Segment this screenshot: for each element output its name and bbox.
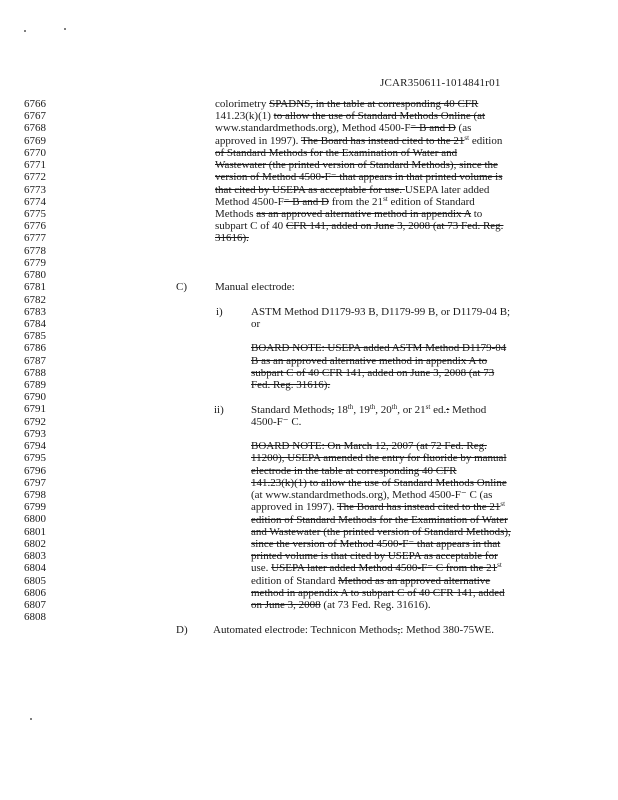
text-line: approved in 1997). The Board has instead cited to the 21st edition	[215, 133, 503, 147]
board-note-line: 11200), USEPA amended the entry for fluoride by manual	[251, 452, 507, 465]
line-number: 6802	[24, 537, 46, 550]
text-line: Wastewater (the printed version of Standard Methods), since the	[215, 159, 498, 172]
line-number: 6805	[24, 574, 46, 587]
board-note-line: on June 3, 2008 (at 73 Fed. Reg. 31616).	[251, 599, 431, 612]
board-note-line: electrode in the table at corresponding 40 CFR	[251, 464, 457, 477]
line-number: 6783	[24, 305, 46, 318]
line-number: 6793	[24, 427, 46, 440]
line-number: 6772	[24, 171, 46, 184]
scan-speck	[64, 28, 66, 30]
line-number: 6795	[24, 452, 46, 465]
line-number: 6799	[24, 501, 46, 514]
line-number: 6780	[24, 269, 46, 282]
board-note-line: use. USEPA later added Method 4500-F⁻ C from the 21st	[251, 561, 502, 575]
text-line: colorimetry SPADNS, in the table at corresponding 40 CFR	[215, 98, 479, 110]
text-line: Methods as an approved alternative method in appendix A to	[215, 208, 483, 220]
line-number: 6790	[24, 391, 46, 404]
line-number: 6804	[24, 562, 46, 575]
line-number: 6778	[24, 244, 46, 257]
text-line: of Standard Methods for the Examination of Water and	[215, 146, 458, 159]
line-number: 6787	[24, 354, 46, 367]
item-label-ii: ii)	[214, 403, 224, 416]
board-note-line: method in appendix A to subpart C of 40 CFR 141, added	[251, 586, 505, 599]
board-note-line: 141.23(k)(1) to allow the use of Standard Methods Online	[251, 476, 507, 489]
document-id: JCAR350611-1014841r01	[380, 77, 501, 89]
board-note-line: BOARD NOTE: On March 12, 2007 (at 72 Fed. Reg.	[251, 440, 487, 453]
board-note-line: edition of Standard Methods for the Examination of Water	[251, 513, 508, 526]
board-note-line: edition of Standard Method as an approved alternative	[251, 574, 491, 587]
section-title: Automated electrode: Technicon Methods,: Method 380-75WE.	[213, 623, 494, 636]
board-note-line: printed volume is that cited by USEPA as acceptable for	[251, 550, 498, 563]
line-number: 6769	[24, 134, 46, 147]
line-number: 6774	[24, 195, 46, 208]
section-label-d: D)	[176, 623, 188, 636]
line-number: 6796	[24, 464, 46, 477]
line-number: 6777	[24, 232, 46, 245]
line-number: 6781	[24, 281, 46, 294]
section-title: Manual electrode:	[215, 281, 295, 294]
line-number: 6803	[24, 550, 46, 563]
section-label-c: C)	[176, 281, 187, 294]
text-line: version of Method 4500-F⁻ that appears in that printed volume is	[215, 171, 503, 184]
line-number: 6770	[24, 146, 46, 159]
text-line: ASTM Method D1179-93 B, D1179-99 B, or D1179-04 B;	[251, 305, 511, 318]
text-line: or	[251, 318, 261, 330]
text-line: Standard Methods, 18th, 19th, 20th, or 21st ed.: Method	[251, 402, 487, 416]
line-number: 6768	[24, 122, 46, 135]
line-number: 6767	[24, 110, 46, 123]
line-number: 6773	[24, 183, 46, 196]
line-number: 6797	[24, 476, 46, 489]
text-line: www.standardmethods.org), Method 4500-F⁻ B and D (as	[215, 122, 472, 135]
line-number: 6771	[24, 159, 46, 172]
line-number: 6791	[24, 403, 46, 416]
line-number: 6785	[24, 330, 46, 343]
board-note-line: and Wastewater (the printed version of Standard Methods),	[251, 525, 511, 538]
board-note-line: since the version of Method 4500-F⁻ that appears in that	[251, 538, 501, 550]
scan-speck	[24, 30, 26, 32]
board-note-line: B as an approved alternative method in appendix A to	[251, 354, 488, 367]
line-number: 6779	[24, 256, 46, 269]
line-number: 6782	[24, 293, 46, 306]
line-number: 6788	[24, 366, 46, 379]
line-number: 6794	[24, 440, 46, 453]
text-line: that cited by USEPA as acceptable for use. USEPA later added	[215, 183, 490, 196]
line-number: 6798	[24, 489, 46, 501]
line-number: 6806	[24, 586, 46, 599]
line-number: 6789	[24, 379, 46, 392]
text-line: 31616).	[215, 232, 249, 245]
item-label-i: i)	[216, 305, 223, 318]
board-note-line: (at www.standardmethods.org), Method 4500-F⁻ C (as	[251, 489, 493, 502]
line-number: 6801	[24, 525, 46, 538]
board-note-line: subpart C of 40 CFR 141, added on June 3, 2008 (at 73	[251, 366, 495, 379]
line-number: 6786	[24, 342, 46, 355]
board-note-line: approved in 1997). The Board has instead cited to the 21st	[251, 500, 506, 514]
scan-speck	[30, 718, 32, 720]
line-number: 6807	[24, 598, 46, 611]
line-number: 6792	[24, 415, 46, 428]
line-number: 6775	[24, 207, 46, 220]
board-note-line: BOARD NOTE: USEPA added ASTM Method D1179-04	[251, 342, 507, 355]
text-line: 4500-F⁻ C.	[251, 415, 302, 428]
text-line: Method 4500-F⁻ B and D from the 21st edition of Standard	[215, 194, 475, 208]
line-number: 6784	[24, 317, 46, 330]
board-note-line: Fed. Reg. 31616).	[251, 379, 331, 392]
line-number: 6800	[24, 513, 46, 526]
line-number: 6766	[24, 98, 46, 110]
line-number: 6808	[24, 611, 46, 624]
line-number: 6776	[24, 220, 46, 233]
text-line: subpart C of 40 CFR 141, added on June 3, 2008 (at 73 Fed. Reg.	[215, 220, 504, 233]
text-line: 141.23(k)(1) to allow the use of Standard Methods Online (at	[215, 110, 486, 123]
line-numbers	[24, 98, 64, 623]
